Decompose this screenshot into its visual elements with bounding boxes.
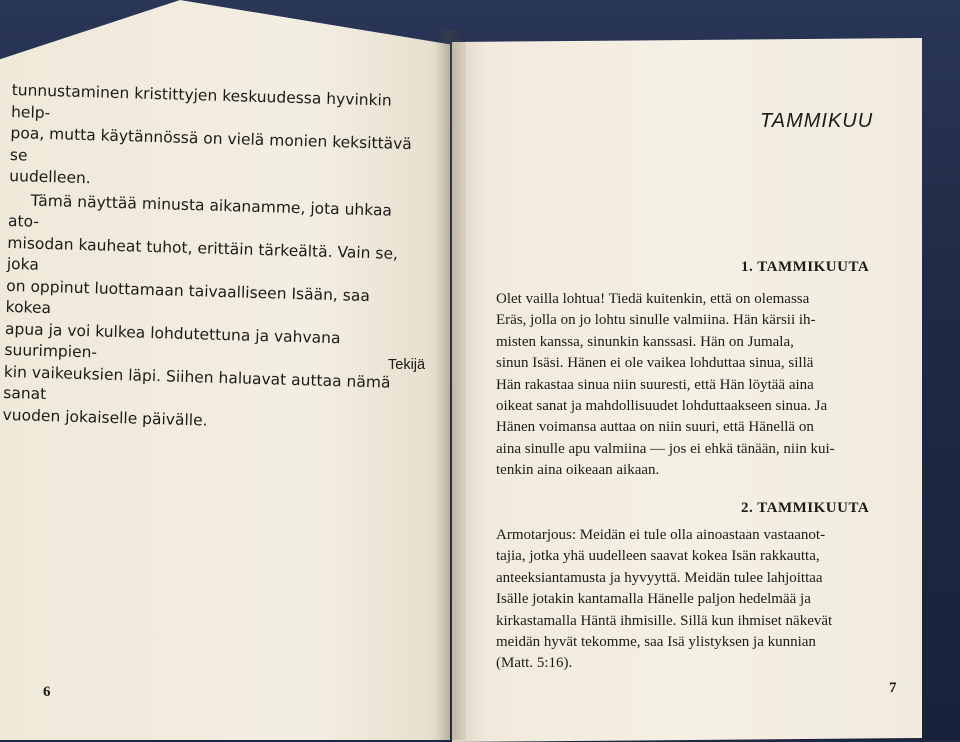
book-gutter — [436, 30, 466, 740]
author-signature: Tekijä — [388, 357, 426, 373]
paragraph-1 — [9, 80, 422, 199]
text-line: aina sinulle apu valmiina — jos ei ehkä tänään, niin kui- — [496, 440, 835, 457]
text-line: tenkin aina oikeaan aikaan. — [496, 462, 660, 479]
paragraph-2 — [2, 189, 418, 437]
text-line: Hän rakastaa sinua niin suuresti, että Hän löytää aina — [496, 376, 814, 393]
text-line: Armotarjous: Meidän ei tule olla ainoastaan vastaanot- — [496, 527, 826, 543]
text-line: tajia, jotka yhä uudelleen saavat kokea Isän rakkautta, — [496, 548, 820, 565]
text-line: uudelleen. — [9, 166, 92, 188]
page-number-left: 6 — [43, 684, 51, 700]
text-line: poa, mutta käytännössä on vielä monien keksittävä se — [9, 123, 413, 164]
text-line: Hänen voimansa auttaa on niin suuri, että Hänellä on — [496, 419, 814, 436]
text-line: Olet vailla lohtua! Tiedä kuitenkin, että on olemassa — [496, 291, 810, 307]
left-page-text — [2, 80, 422, 437]
text-line: anteeksiantamusta ja hyvyyttä. Meidän tulee lahjoittaa — [496, 569, 823, 586]
text-line: misodan kauheat tuhot, erittäin tärkeältä. Vain se, joka — [6, 233, 399, 274]
text-line: kirkastamalla Häntä ihmisille. Sillä kun ihmiset näkevät — [496, 612, 833, 629]
text-line: sinun Isäsi. Hänen ei ole vaikea lohduttaa sinua, sillä — [496, 355, 814, 372]
entry-body-1 — [496, 289, 894, 482]
entry-body-2 — [496, 525, 894, 675]
text-line: Eräs, jolla on jo lohtu sinulle valmiina. Hän kärsii ih- — [496, 312, 816, 329]
text-line: kin vaikeuksien läpi. Siihen haluavat auttaa nämä sanat — [3, 362, 391, 404]
entry-heading-1: 1. TAMMIKUUTA — [741, 259, 870, 275]
text-line: tunnustaminen kristittyjen keskuudessa hyvinkin help- — [10, 80, 392, 122]
text-line: on oppinut luottamaan taivaalliseen Isään, saa kokea — [5, 276, 371, 318]
text-line: Tämä näyttää minusta aikanamme, jota uhkaa ato- — [7, 191, 393, 231]
text-line: meidän hyvät tekomme, saa Isä ylistyksen ja kunnian — [496, 634, 816, 651]
text-line: vuoden jokaiselle päivälle. — [2, 405, 208, 430]
text-line: Isälle jotakin kantamalla Hänelle paljon hedelmää ja — [496, 591, 811, 608]
month-title: TAMMIKUU — [760, 110, 874, 132]
text-line: oikeat sanat ja mahdollisuudet lohduttaakseen sinua. Ja — [496, 398, 828, 415]
text-line: apua ja voi kulkea lohdutettuna ja vahvana suurimpien- — [4, 319, 341, 362]
text-line: (Matt. 5:16). — [496, 655, 573, 672]
text-line: misten kanssa, sinunkin kanssasi. Hän on Jumala, — [496, 333, 794, 350]
entry-heading-2: 2. TAMMIKUUTA — [741, 500, 870, 516]
page-number-right: 7 — [889, 680, 897, 696]
